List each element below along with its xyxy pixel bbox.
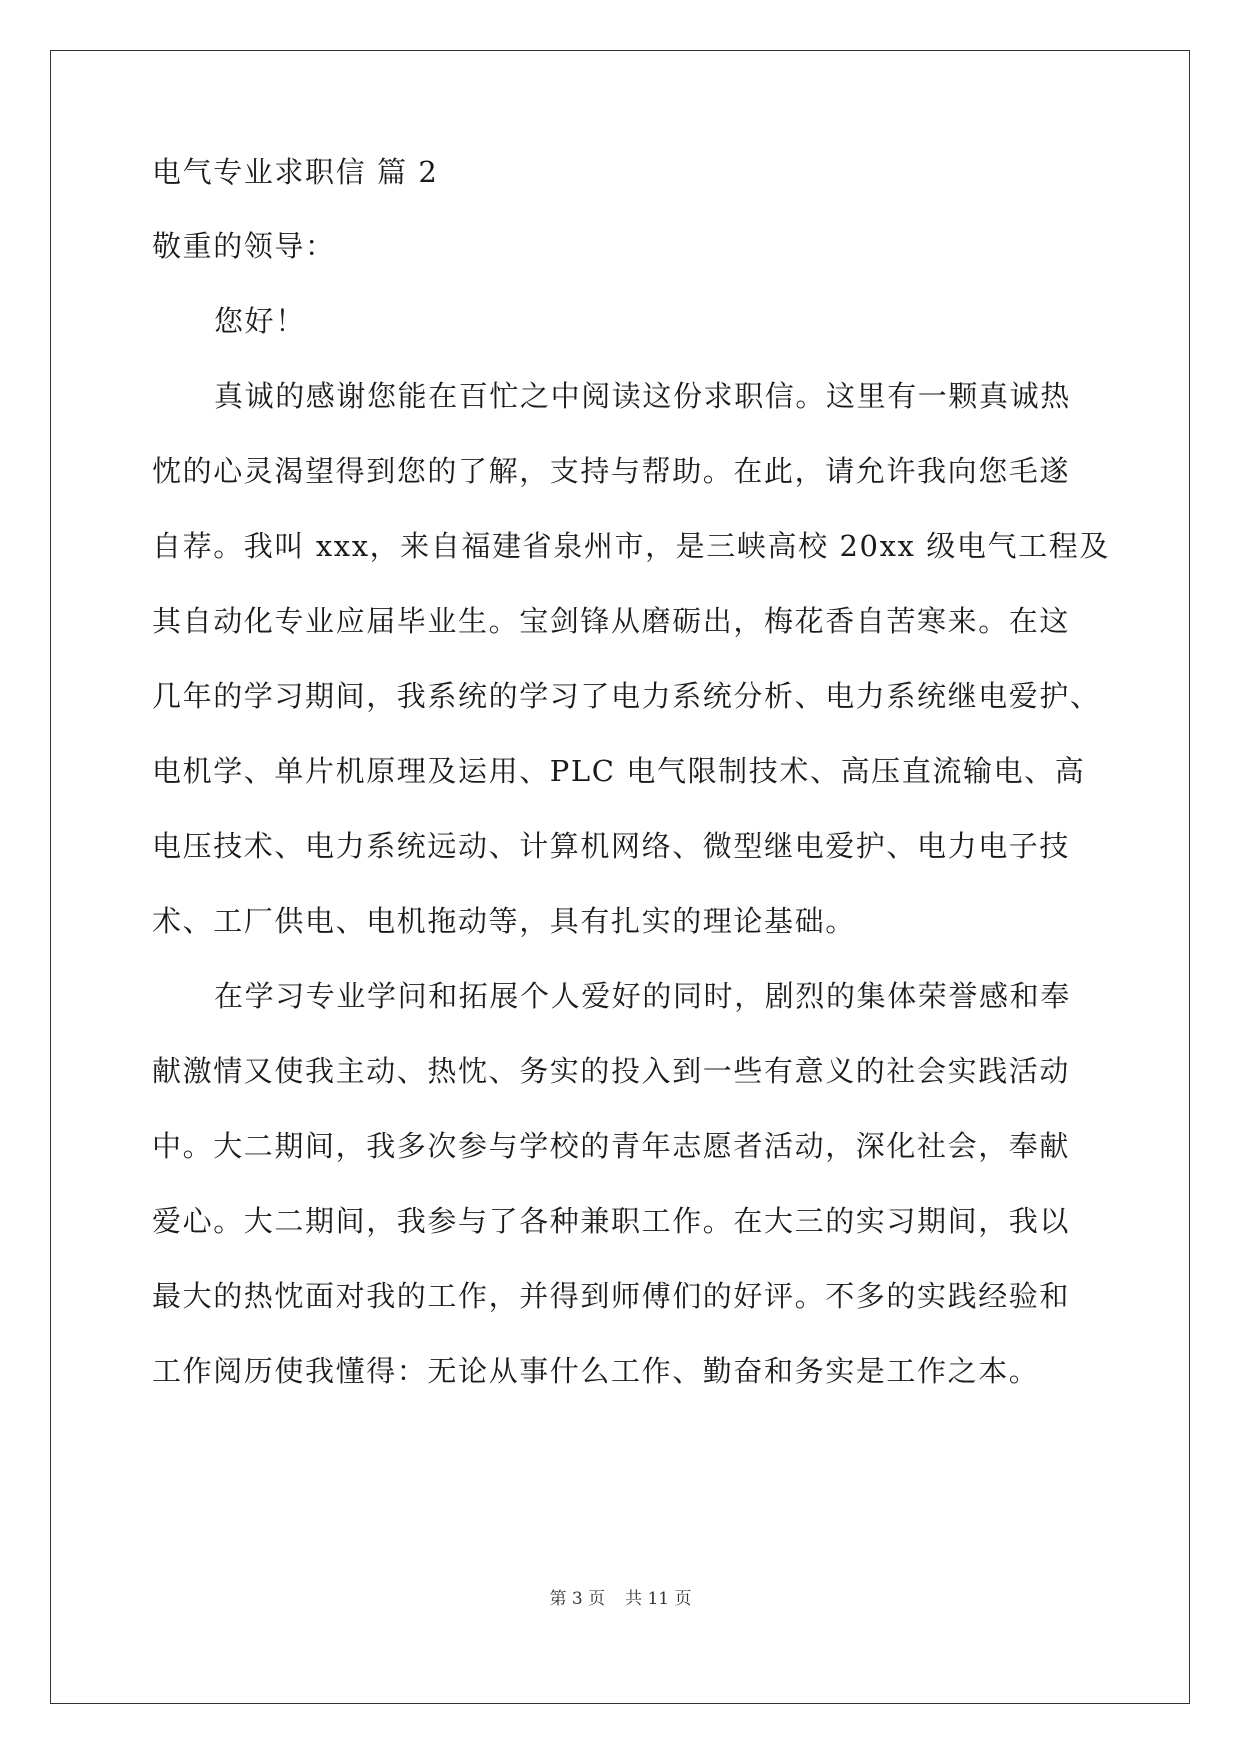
paragraph-line: 爱心。大二期间，我参与了各种兼职工作。在大三的实习期间，我以 xyxy=(152,1204,1071,1238)
page-footer xyxy=(0,1588,1241,1610)
paragraph-line: 忱的心灵渴望得到您的了解，支持与帮助。在此，请允许我向您毛遂 xyxy=(152,454,1071,488)
page-number: 第 3 页 xyxy=(549,1589,606,1609)
paragraph-line: 工作阅历使我懂得：无论从事什么工作、勤奋和务实是工作之本。 xyxy=(152,1354,1040,1388)
paragraph-line: 真诚的感谢您能在百忙之中阅读这份求职信。这里有一颗真诚热 xyxy=(214,379,1071,413)
page-total: 共 11 页 xyxy=(625,1589,692,1609)
paragraph-line: 术、工厂供电、电机拖动等，具有扎实的理论基础。 xyxy=(152,904,856,938)
paragraph-line: 自荐。我叫 xxx，来自福建省泉州市，是三峡高校 20xx 级电气工程及 xyxy=(152,529,1110,563)
document-title: 电气专业求职信 篇 2 xyxy=(152,155,439,189)
paragraph-line: 几年的学习期间，我系统的学习了电力系统分析、电力系统继电爱护、 xyxy=(152,679,1101,713)
paragraph-line: 在学习专业学问和拓展个人爱好的同时，剧烈的集体荣誉感和奉 xyxy=(214,979,1071,1013)
greeting: 您好！ xyxy=(214,304,306,338)
salutation: 敬重的领导： xyxy=(152,229,336,263)
page-border xyxy=(50,50,1190,1704)
paragraph-line: 最大的热忱面对我的工作，并得到师傅们的好评。不多的实践经验和 xyxy=(152,1279,1071,1313)
paragraph-line: 电压技术、电力系统远动、计算机网络、微型继电爱护、电力电子技 xyxy=(152,829,1071,863)
paragraph-line: 中。大二期间，我多次参与学校的青年志愿者活动，深化社会，奉献 xyxy=(152,1129,1071,1163)
paragraph-line: 其自动化专业应届毕业生。宝剑锋从磨砺出，梅花香自苦寒来。在这 xyxy=(152,604,1071,638)
paragraph-line: 电机学、单片机原理及运用、PLC 电气限制技术、高压直流输电、高 xyxy=(152,754,1086,788)
paragraph-line: 献激情又使我主动、热忱、务实的投入到一些有意义的社会实践活动 xyxy=(152,1054,1071,1088)
